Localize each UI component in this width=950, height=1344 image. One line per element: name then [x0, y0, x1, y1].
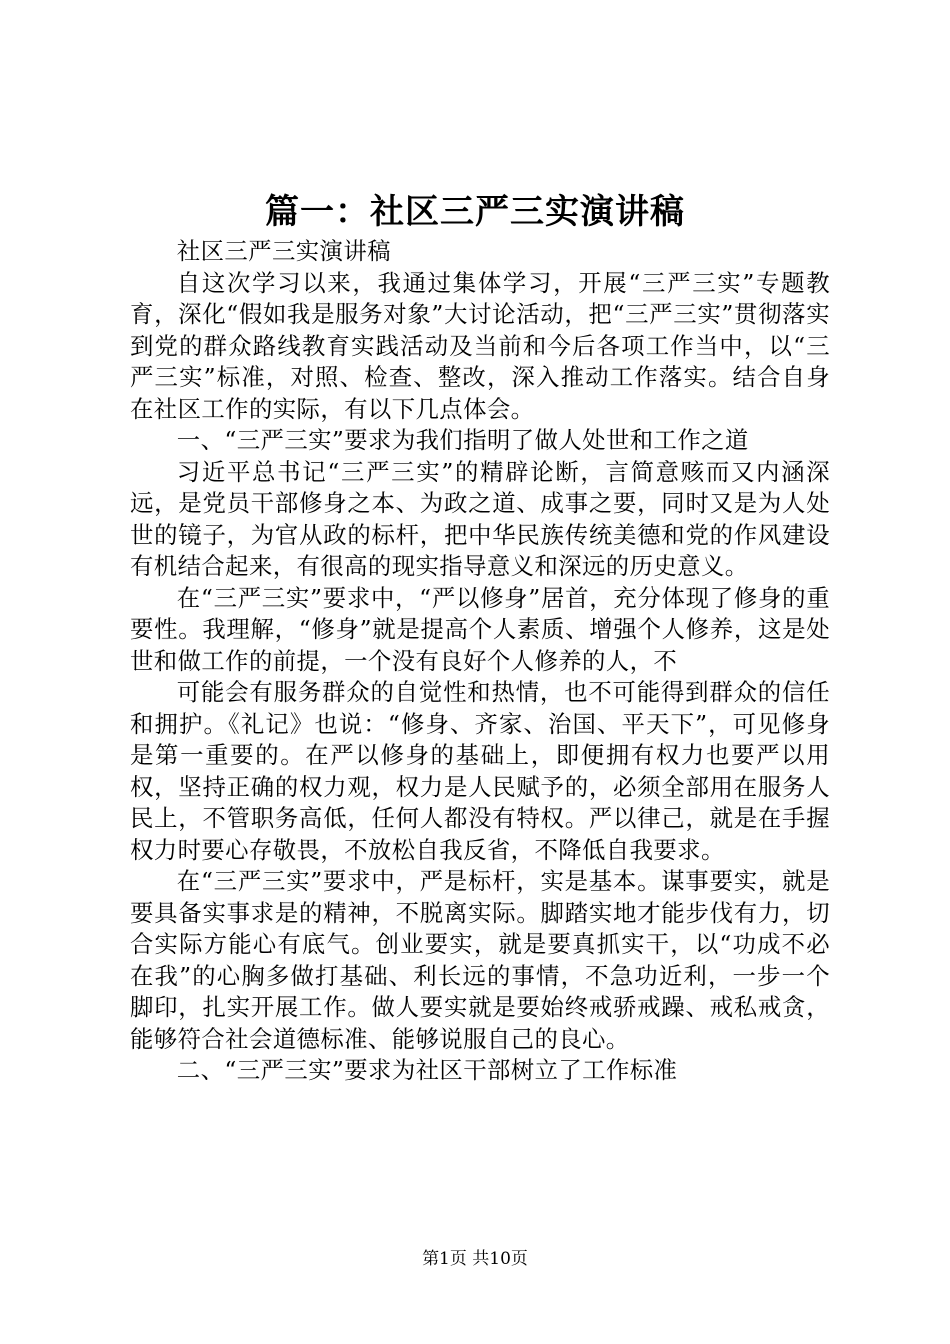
- paragraph-subtitle: 社区三严三实演讲稿: [176, 237, 391, 265]
- paragraph: 自这次学习以来，我通过集体学习，开展“三严三实”专题教育，深化“假如我是服务对象”大讨论活动，把“三严三实”贯彻落实到党的群众路线教育实践活动及当前和今后各项工作当中，以“三严三实”标准，对照、检查、整改，深入推动工作落实。结合自身在社区工作的实际，有以下几点体会。: [130, 268, 830, 423]
- document-title: 篇一：社区三严三实演讲稿: [265, 192, 685, 232]
- paragraph: 可能会有服务群众的自觉性和热情，也不可能得到群众的信任和拥护。《礼记》也说：“修身、齐家、治国、平天下”，可见修身是第一重要的。在严以修身的基础上，即便拥有权力也要严以用权，坚持正确的权力观，权力是人民赋予的，必须全部用在服务人民上，不管职务高低，任何人都没有特权。严以律己，就是在手握权力时要心存敬畏，不放松自我反省，不降低自我要求。: [130, 678, 830, 864]
- section-heading: 一、“三严三实”要求为我们指明了做人处世和工作之道: [176, 426, 749, 454]
- section-heading: 二、“三严三实”要求为社区干部树立了工作标准: [176, 1056, 678, 1084]
- page-footer: 第1页 共10页: [422, 1249, 528, 1269]
- paragraph: 在“三严三实”要求中，严是标杆，实是基本。谋事要实，就是要具备实事求是的精神，不脱离实际。脚踏实地才能步伐有力，切合实际方能心有底气。创业要实，就是要真抓实干，以“功成不必在我”的心胸多做打基础、利长远的事情，不急功近利，一步一个脚印，扎实开展工作。做人要实就是要始终戒骄戒躁、戒私戒贪，能够符合社会道德标准、能够说服自己的良心。: [130, 867, 830, 1053]
- paragraph: 在“三严三实”要求中，“严以修身”居首，充分体现了修身的重要性。我理解，“修身”就是提高个人素质、增强个人修养，这是处世和做工作的前提，一个没有良好个人修养的人，不: [130, 583, 830, 675]
- document-body: [130, 236, 830, 1087]
- paragraph: 习近平总书记“三严三实”的精辟论断，言简意赅而又内涵深远，是党员干部修身之本、为政之道、成事之要，同时又是为人处世的镜子，为官从政的标杆，把中华民族传统美德和党的作风建设有机结合起来，有很高的现实指导意义和深远的历史意义。: [130, 457, 830, 580]
